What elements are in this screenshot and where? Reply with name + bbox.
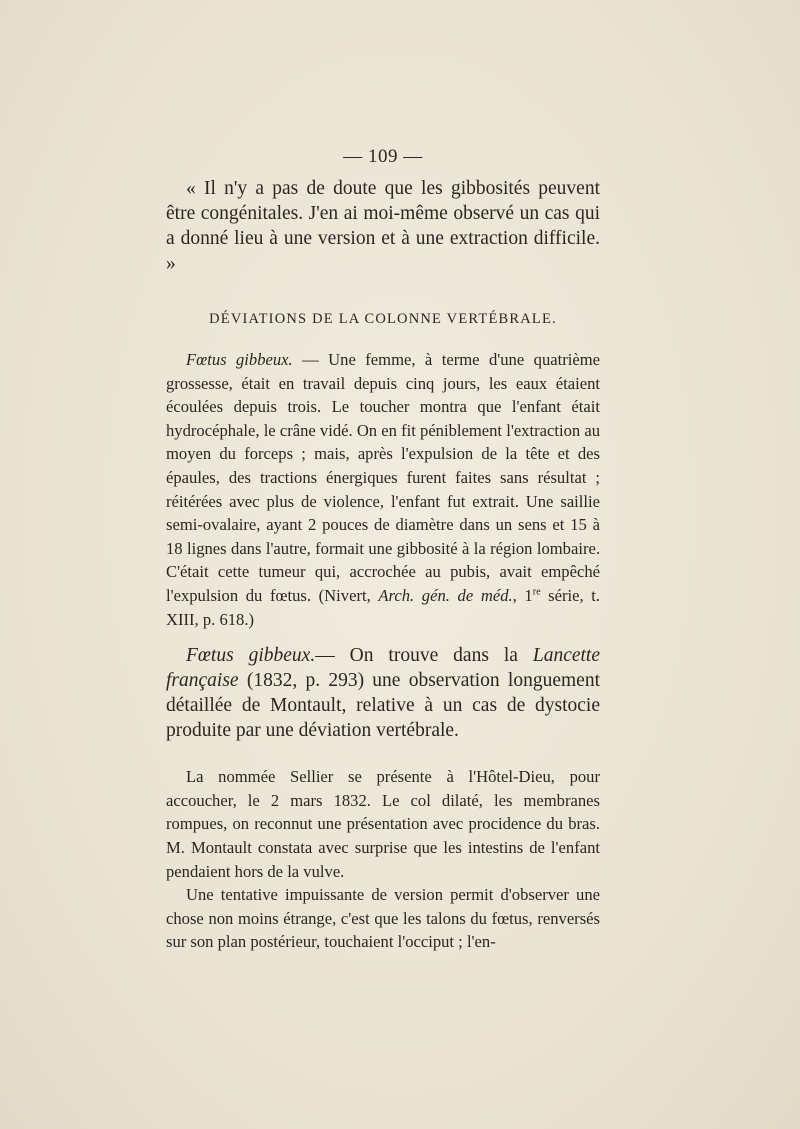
section-heading: DÉVIATIONS DE LA COLONNE VERTÉBRALE. xyxy=(209,311,557,327)
case2-journal: Lancette française xyxy=(166,645,601,692)
case1-citation-series-num: , 1 xyxy=(512,585,533,605)
case1-paragraph xyxy=(166,348,600,631)
quote-paragraph: « Il n'y a pas de doute que les gibbosités peuvent être congénitales. J'en ai moi-même observé un cas qui a donné lieu à une version et à une extraction difficile. » xyxy=(166,178,600,274)
case2-title: Fœtus gibbeux. xyxy=(186,645,316,667)
case2-body-a: — On trouve dans la xyxy=(315,645,533,667)
case1-citation-sup: re xyxy=(532,586,541,598)
page-number: — 109 — xyxy=(343,146,423,167)
para4: Une tentative impuissante de version permit d'observer une chose non moins étrange, c'est que les talons du fœtus, renversés sur son plan postérieur, touchaient l'occiput ; l'en- xyxy=(166,885,600,952)
case1-body: — Une femme, à terme d'une quatrième grossesse, était en travail depuis cinq jours, les eaux étaient écoulées depuis trois. Le toucher montra que l'enfant était hydrocéphale, le crâne vidé. On en fit péniblement l'extraction au moyen du forceps ; mais, après l'expulsion de la tête et des épaules, des tractions énergiques furent faites sans résultat ; réitérées avec plus de violence, l'enfant fut extrait. Une saillie semi-ovalaire, ayant 2 pouces de diamètre dans un sens et 15 à 18 lignes dans l'autre, formait une gibbosité à la région lombaire. C'était cette tumeur qui, accrochée au pubis, avait empêché l'expulsion du fœtus. (Nivert, xyxy=(166,350,600,605)
text-block xyxy=(166,146,600,954)
case1-citation-tail: série, t. XIII, p. 618.) xyxy=(166,585,601,629)
para3: La nommée Sellier se présente à l'Hôtel-Dieu, pour accoucher, le 2 mars 1832. Le col dilaté, les membranes rompues, on reconnut une présentation avec procidence du bras. M. Montault constata avec surprise que les intestins de l'enfant pendaient hors de la vulve. xyxy=(166,767,600,881)
case2-body-b: (1832, p. 293) une observation longuement détaillée de Montault, relative à un cas de dystocie produite par une déviation vertébrale. xyxy=(166,670,600,742)
case1-title: Fœtus gibbeux. xyxy=(186,350,293,369)
case1-citation-journal: Arch. gén. de méd. xyxy=(378,585,513,605)
case2-paragraph xyxy=(166,643,600,743)
